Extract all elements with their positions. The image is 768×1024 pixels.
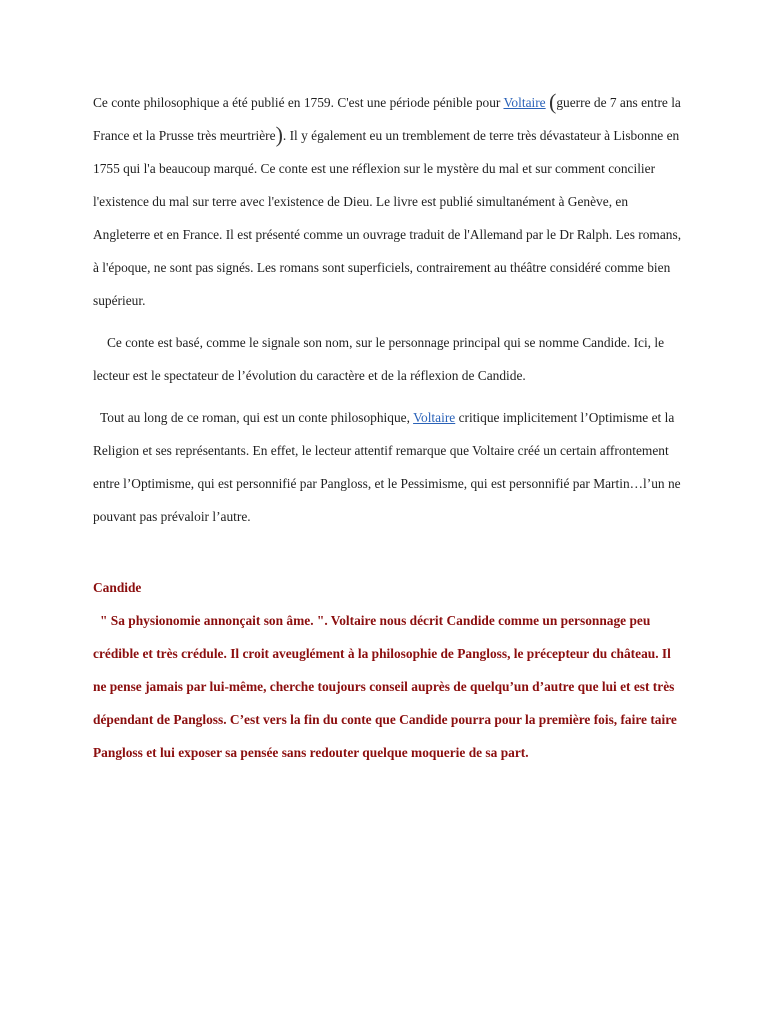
voltaire-link-2[interactable]: Voltaire [413,410,456,425]
candide-section [93,571,682,769]
optimism-text-end: critique implicitement l’Optimisme et la Religion et ses représentants. En effet, le lecteur attentif remarque que Voltaire créé un certain affrontement entre l’Optimisme, qui est personnifié par Pangloss, et le Pessimisme, qui est personnifié par Martin…l’un ne pouvant pas prévaloir l’autre. [93,410,681,524]
open-parenthesis: ( [549,89,557,114]
section-body: " Sa physionomie annonçait son âme. ". Voltaire nous décrit Candide comme un personnage peu crédible et très crédule. Il croit aveuglément à la philosophie de Pangloss, le précepteur du château. Il ne pense jamais par lui-même, cherche toujours conseil auprès de quelqu’un d’autre que lui et est très dépendant de Pangloss. C’est vers la fin du conte que Candide pourra pour la première fois, faire taire Pangloss et lui exposer sa pensée sans redouter quelque moquerie de sa part. [93,613,677,760]
optimism-text-start: Tout au long de ce roman, qui est un conte philosophique, [100,410,414,425]
voltaire-link[interactable]: Voltaire [503,95,546,110]
intro-text-end: . Il y également eu un tremblement de terre très dévastateur à Lisbonne en 1755 qui l'a beaucoup marqué. Ce conte est une réflexion sur le mystère du mal et sur comment concilier l'existence du mal sur terre avec l'existence de Dieu. Le livre est publié simultanément à Genève, en Angleterre et en France. Il est présenté comme un ouvrage traduit de l'Allemand par le Dr Ralph. Les romans, à l'époque, ne sont pas signés. Les romans sont superficiels, contrairement au théâtre considéré comme bien supérieur. [93,128,682,308]
parenthetical-text: guerre de 7 ans entre la France et la Prusse très meurtrière [93,95,681,143]
optimism-paragraph [93,401,682,533]
candide-basis-paragraph: Ce conte est basé, comme le signale son nom, sur le personnage principal qui se nomme Candide. Ici, le lecteur est le spectateur de l’évolution du caractère et de la réflexion de Candide. [93,335,665,383]
intro-text-start: Ce conte philosophique a été publié en 1759. C'est une période pénible pour [93,95,504,110]
section-title: Candide [93,580,142,595]
intro-paragraph [93,86,682,317]
close-parenthesis: ) [275,122,283,147]
